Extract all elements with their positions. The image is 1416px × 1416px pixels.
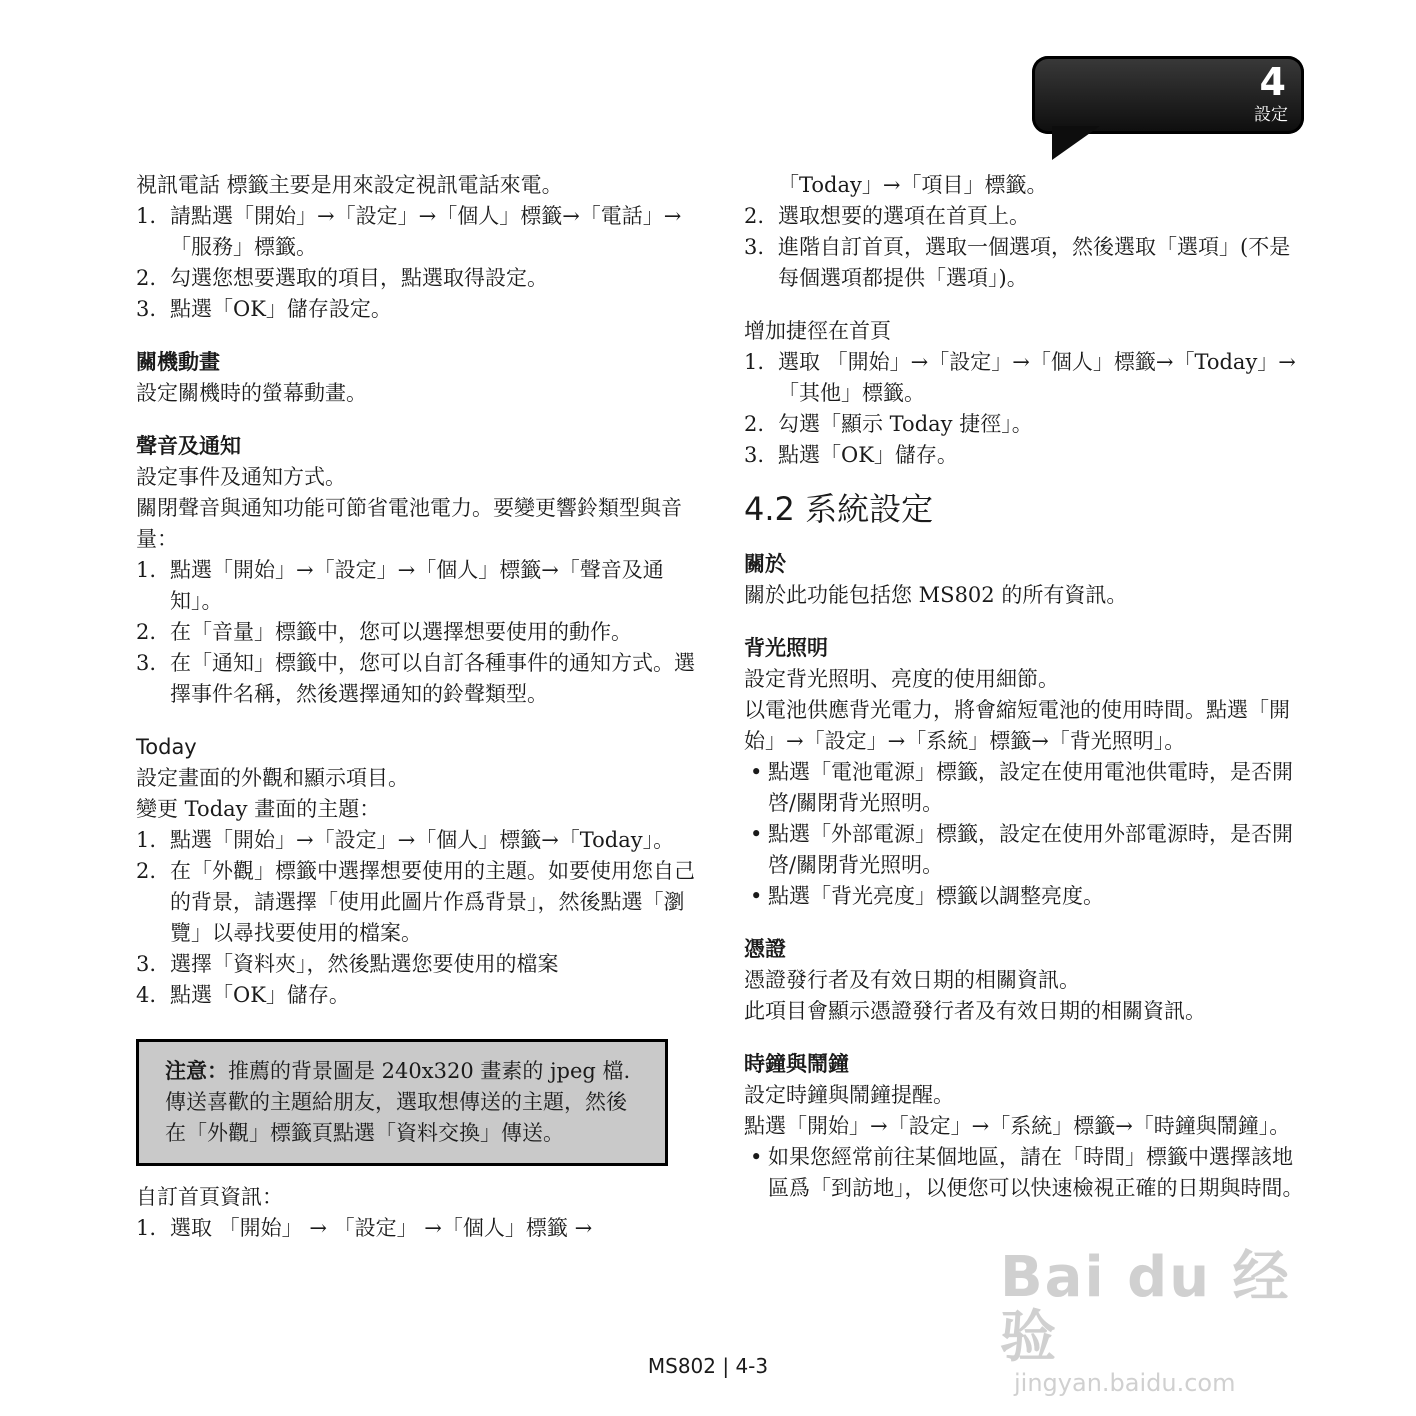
- clock-desc: 設定時鐘與鬧鐘提醒。: [744, 1083, 954, 1107]
- cert-desc: 憑證發行者及有效日期的相關資訊。: [744, 968, 1080, 992]
- step-number: 4.: [136, 983, 157, 1007]
- list-item: [136, 617, 702, 648]
- list-item: [136, 980, 702, 1011]
- bullet-icon: •: [750, 884, 763, 908]
- about-heading: 關於: [744, 552, 786, 576]
- sound-desc: 設定事件及通知方式。: [136, 465, 346, 489]
- backlight-heading: 背光照明: [744, 636, 828, 660]
- step-number: 2.: [744, 412, 765, 436]
- watermark: [1000, 1245, 1340, 1397]
- note-label: 注意：: [165, 1059, 228, 1083]
- step-number: 2.: [136, 859, 157, 883]
- custom-home-continuation: 「Today」→「項目」標籤。: [778, 173, 1048, 197]
- step-text: 選取想要的選項在首頁上。: [778, 204, 1030, 228]
- list-item: [744, 757, 1310, 819]
- custom-home-steps-cont: [744, 201, 1310, 294]
- step-text: 點選「開始」→「設定」→「個人」標籤→「Today」。: [170, 828, 675, 852]
- today-heading: Today: [136, 735, 197, 759]
- step-number: 1.: [136, 558, 157, 582]
- list-item: [136, 648, 702, 710]
- bullet-text: 點選「外部電源」標籤，設定在使用外部電源時，是否開啓/關閉背光照明。: [768, 822, 1293, 877]
- chapter-number: 4: [1259, 60, 1286, 104]
- clock-heading: 時鐘與鬧鐘: [744, 1052, 849, 1076]
- step-text: 請點選「開始」→「設定」→「個人」標籤→「電話」→「服務」標籤。: [170, 204, 682, 259]
- step-number: 1.: [136, 204, 157, 228]
- note-text: 推薦的背景圖是 240x320 畫素的 jpeg 檔. 傳送喜歡的主題給朋友，選取想傳送的主題，然後在「外觀」標籤頁點選「資料交換」傳送。: [165, 1059, 631, 1145]
- clock-desc-2: 點選「開始」→「設定」→「系統」標籤→「時鐘與鬧鐘」。: [744, 1114, 1291, 1138]
- custom-home-steps: [136, 1213, 702, 1244]
- left-column: [136, 170, 702, 1244]
- list-item: [136, 1213, 702, 1244]
- step-number: 3.: [744, 235, 765, 259]
- bullet-text: 點選「背光亮度」標籤以調整亮度。: [768, 884, 1104, 908]
- step-text: 勾選「顯示 Today 捷徑」。: [778, 412, 1033, 436]
- step-text: 選擇「資料夾」，然後點選您要使用的檔案: [170, 952, 559, 976]
- step-text: 點選「OK」儲存。: [170, 983, 350, 1007]
- step-number: 3.: [136, 297, 157, 321]
- step-text: 點選「開始」→「設定」→「個人」標籤→「聲音及通知」。: [170, 558, 664, 613]
- step-text: 勾選您想要選取的項目，點選取得設定。: [170, 266, 548, 290]
- bullet-icon: •: [750, 760, 763, 784]
- list-item: [136, 949, 702, 980]
- list-item: [744, 201, 1310, 232]
- list-item: [136, 555, 702, 617]
- sound-desc-2: 關閉聲音與通知功能可節省電池電力。要變更響鈴類型與音量：: [136, 496, 682, 551]
- custom-home-desc: 自訂首頁資訊：: [136, 1185, 283, 1209]
- step-text: 進階自訂首頁，選取一個選項，然後選取「選項」(不是每個選項都提供「選項」)。: [778, 235, 1291, 290]
- step-text: 在「音量」標籤中，您可以選擇想要使用的動作。: [170, 620, 632, 644]
- step-number: 2.: [744, 204, 765, 228]
- shutdown-heading: 關機動畫: [136, 350, 220, 374]
- list-item: [744, 1142, 1310, 1204]
- chapter-label: 設定: [1254, 105, 1288, 125]
- step-number: 2.: [136, 266, 157, 290]
- step-text: 選取 「開始」 → 「設定」 →「個人」標籤 →: [170, 1216, 593, 1240]
- step-number: 1.: [136, 1216, 157, 1240]
- bullet-icon: •: [750, 1145, 763, 1169]
- watermark-url: jingyan.baidu.com: [1014, 1369, 1236, 1397]
- chapter-badge: [1032, 56, 1304, 134]
- shutdown-desc: 設定關機時的螢幕動畫。: [136, 381, 367, 405]
- page-footer: MS802 | 4-3: [647, 1354, 769, 1378]
- sound-steps: [136, 555, 702, 710]
- step-number: 1.: [744, 350, 765, 374]
- backlight-desc: 設定背光照明、亮度的使用細節。: [744, 667, 1059, 691]
- bullet-text: 點選「電池電源」標籤，設定在使用電池供電時，是否開啓/關閉背光照明。: [768, 760, 1293, 815]
- list-item: [136, 294, 702, 325]
- step-text: 在「外觀」標籤中選擇想要使用的主題。如要使用您自己的背景，請選擇「使用此圖片作爲背景」，然後點選「瀏覽」以尋找要使用的檔案。: [170, 859, 695, 945]
- step-text: 點選「OK」儲存。: [778, 443, 958, 467]
- step-number: 1.: [136, 828, 157, 852]
- list-item: [744, 881, 1310, 912]
- list-item: [136, 825, 702, 856]
- video-call-steps: [136, 201, 702, 325]
- step-number: 3.: [136, 651, 157, 675]
- section-heading: 4.2 系統設定: [744, 490, 934, 528]
- step-text: 點選「OK」儲存設定。: [170, 297, 392, 321]
- sound-heading: 聲音及通知: [136, 434, 241, 458]
- bullet-text: 如果您經常前往某個地區，請在「時間」標籤中選擇該地區爲「到訪地」，以便您可以快速檢視正確的日期與時間。: [768, 1145, 1304, 1200]
- note-box: [136, 1039, 668, 1166]
- video-call-intro: 視訊電話 標籤主要是用來設定視訊電話來電。: [136, 173, 563, 197]
- step-number: 3.: [744, 443, 765, 467]
- shortcut-steps: [744, 347, 1310, 471]
- list-item: [136, 201, 702, 263]
- step-number: 2.: [136, 620, 157, 644]
- step-text: 選取 「開始」→「設定」→「個人」標籤→「Today」→「其他」標籤。: [778, 350, 1296, 405]
- step-text: 在「通知」標籤中，您可以自訂各種事件的通知方式。選擇事件名稱，然後選擇通知的鈴聲類型。: [170, 651, 695, 706]
- list-item: [744, 440, 1310, 471]
- step-number: 3.: [136, 952, 157, 976]
- watermark-brand: Bai du 经验: [1000, 1245, 1291, 1370]
- backlight-bullets: [744, 757, 1310, 912]
- chapter-badge-tail: [1052, 126, 1100, 160]
- list-item: [744, 232, 1310, 294]
- today-desc: 設定畫面的外觀和顯示項目。: [136, 766, 409, 790]
- about-desc: 關於此功能包括您 MS802 的所有資訊。: [744, 583, 1128, 607]
- shortcut-desc: 增加捷徑在首頁: [744, 319, 891, 343]
- list-item: [136, 856, 702, 949]
- list-item: [136, 263, 702, 294]
- clock-bullets: [744, 1142, 1310, 1204]
- backlight-desc-2: 以電池供應背光電力，將會縮短電池的使用時間。點選「開始」→「設定」→「系統」標籤→「背光照明」。: [744, 698, 1290, 753]
- list-item: [744, 409, 1310, 440]
- list-item: [744, 347, 1310, 409]
- cert-heading: 憑證: [744, 937, 786, 961]
- list-item: [744, 819, 1310, 881]
- cert-desc-2: 此項目會顯示憑證發行者及有效日期的相關資訊。: [744, 999, 1206, 1023]
- today-desc-2: 變更 Today 畫面的主題：: [136, 797, 381, 821]
- today-steps: [136, 825, 702, 1011]
- bullet-icon: •: [750, 822, 763, 846]
- right-column: [744, 170, 1310, 1204]
